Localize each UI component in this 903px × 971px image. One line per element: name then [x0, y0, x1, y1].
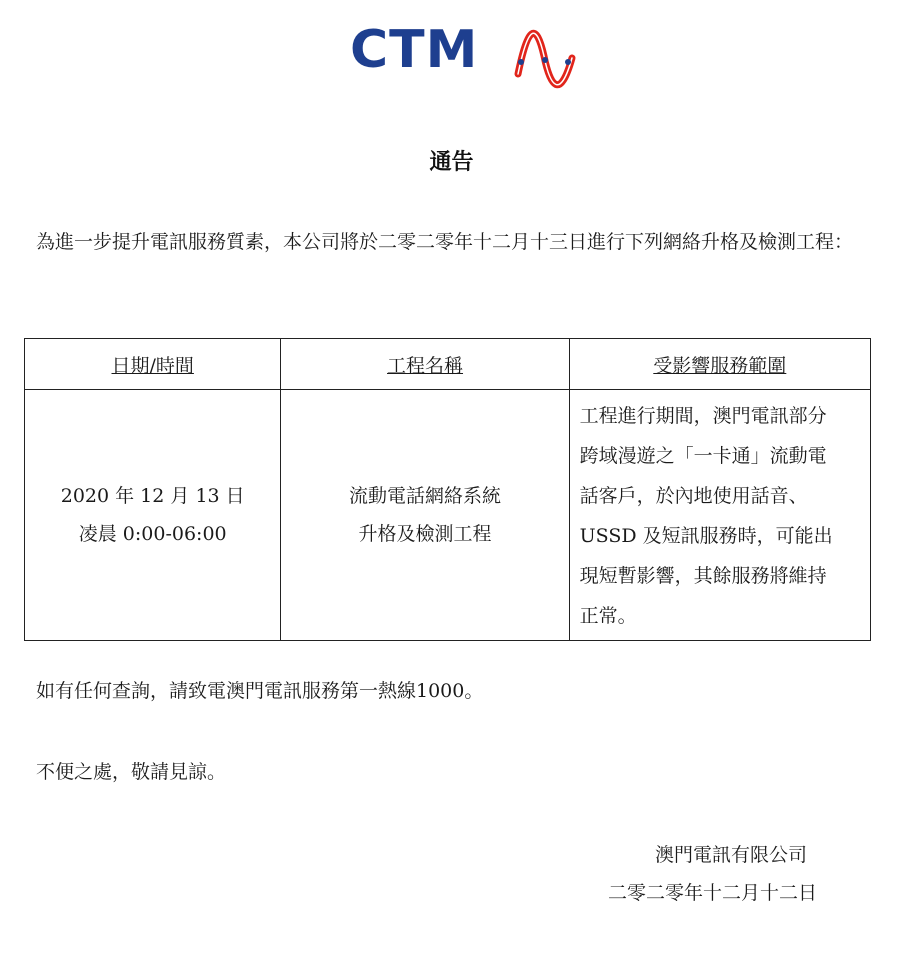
signature-company: 澳門電訊有限公司 — [655, 844, 808, 866]
scope-line: 工程進行期間，澳門電訊部分 — [579, 405, 827, 427]
scope-line: 跨域漫遊之「一卡通」流動電 — [579, 445, 827, 467]
header-affected-services: 受影響服務範圍 — [569, 339, 870, 390]
contact-paragraph: 如有任何查詢，請致電澳門電訊服務第一熱線1000。 — [36, 680, 484, 702]
logo-text: CTM — [350, 20, 479, 80]
logo-wave-icon — [510, 16, 580, 106]
scope-line: 話客戶，於內地使用話音、 — [579, 485, 808, 507]
date-text: 2020 年 12 月 13 日 — [60, 485, 245, 507]
cell-datetime — [25, 390, 281, 641]
ctm-logo — [350, 16, 590, 106]
header-datetime: 日期/時間 — [25, 339, 281, 390]
table-header-row — [25, 339, 871, 390]
scope-line: 現短暫影響，其餘服務將維持 — [579, 565, 827, 587]
cell-project-name — [281, 390, 569, 641]
header-project-name: 工程名稱 — [281, 339, 569, 390]
apology-paragraph: 不便之處，敬請見諒。 — [36, 761, 227, 783]
signature-block — [560, 836, 880, 912]
project-line-1: 流動電話網絡系統 — [349, 485, 502, 507]
notice-title: 通告 — [429, 149, 474, 175]
project-line-2: 升格及檢測工程 — [358, 523, 492, 545]
time-text: 凌晨 0:00-06:00 — [78, 523, 227, 545]
maintenance-table — [24, 338, 871, 641]
signature-date: 二零二零年十二月十二日 — [608, 882, 818, 904]
table-row — [25, 390, 871, 641]
cell-affected-services — [569, 390, 870, 641]
scope-line: 正常。 — [579, 605, 637, 627]
intro-paragraph: 為進一步提升電訊服務質素，本公司將於二零二零年十二月十三日進行下列網絡升格及檢測工程： — [36, 231, 854, 253]
scope-line: USSD 及短訊服務時，可能出 — [579, 525, 833, 547]
